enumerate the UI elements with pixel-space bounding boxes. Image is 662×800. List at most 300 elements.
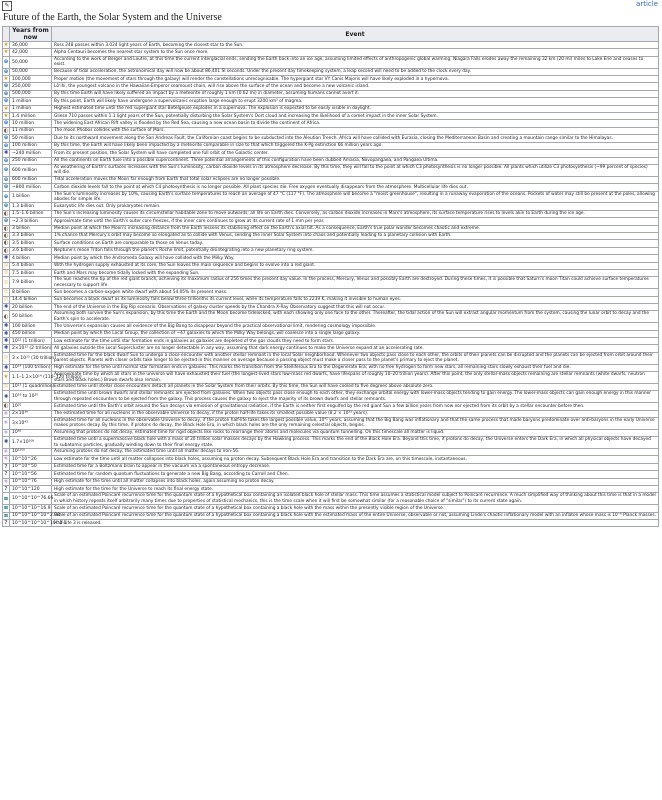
table-row	[3, 98, 659, 105]
years-cell: 5.4 billion	[10, 262, 52, 269]
event-cell: Estimated time until the Earth's orbit around the Sun decays via emission of gravitational radiation, if the Earth is neither first engulfed by the red giant Sun a few billion years from now nor ejected from its orbit by a stellar encounter before then.	[52, 403, 659, 410]
row-icon-cell	[3, 56, 10, 68]
years-cell: 100,000	[10, 76, 52, 83]
years-cell: 2×10¹² (2 trillion)	[10, 345, 52, 352]
row-icon-cell	[3, 403, 10, 410]
table-row	[3, 210, 659, 217]
earth-icon: ⊕	[3, 157, 9, 164]
event-column-header[interactable]: Event	[52, 27, 659, 42]
atom-icon: ⚛	[3, 448, 9, 455]
table-row	[3, 471, 659, 478]
event-cell: The end of the Universe in the Big Rip scenario. Observations of galaxy cluster speeds by the Chandra X-Ray Observatory suggest that this will not occur.	[52, 304, 659, 311]
table-row	[3, 505, 659, 512]
row-icon-cell	[3, 410, 10, 417]
event-cell: Assuming protons do not decay, the estimated time until all matter decays to iron-56.	[52, 448, 659, 455]
event-cell: Estimated time for the black dwarf Sun to undergo a close encounter with another stellar remnant in the local Solar neighborhood. Whenever two objects pass close to each other, the orbits of their planets can be disrupted and the planets can be ejected from orbit around their parent objects. Planets with closer orbits take longer to be ejected in this manner on average because a passing object must make a closer pass to the planet's primary to eject the planet.	[52, 352, 659, 364]
years-cell: 3 x 10¹³ (30 trillion)	[10, 352, 52, 364]
table-row	[3, 157, 659, 164]
years-cell: 250 million	[10, 157, 52, 164]
years-cell: 50,000	[10, 68, 52, 75]
earth-icon: ⊕	[3, 184, 9, 191]
years-cell: 3.5 billion	[10, 240, 52, 247]
event-cell: Ross 248 passes within 3.024 light years of Earth, becoming the closest star to the Sun.	[52, 42, 659, 49]
row-icon-cell	[3, 184, 10, 191]
years-cell: 2×10³⁶	[10, 410, 52, 417]
table-row	[3, 372, 659, 384]
event-cell: Median point by which the Andromeda Galaxy will have collided with the Milky Way.	[52, 255, 659, 262]
table-row	[3, 478, 659, 485]
years-cell: 1 million	[10, 98, 52, 105]
event-cell: Eukaryotic life dies out. Only prokaryotes remain.	[52, 203, 659, 210]
years-cell: 10^10^10^10^10^1.1	[10, 520, 52, 527]
table-row	[3, 289, 659, 296]
table-row	[3, 68, 659, 75]
row-icon-cell	[3, 372, 10, 384]
earth-icon: ⊕	[3, 120, 9, 127]
years-cell: 20 billion	[10, 304, 52, 311]
table-row	[3, 338, 659, 345]
table-row	[3, 90, 659, 97]
planet-icon: ◐	[3, 247, 9, 254]
table-row	[3, 512, 659, 519]
planet-icon: ◐	[3, 240, 9, 247]
galaxy-icon: ✺	[3, 439, 9, 446]
row-icon-cell	[3, 456, 10, 463]
event-cell: Half-Life 3 is released.	[52, 520, 659, 527]
years-cell: 3.3 billion	[10, 232, 52, 239]
table-row	[3, 486, 659, 493]
event-cell: The Sun reaches the tip of the red giant branch, achieving its maximum radius of 256 times the present day value. In the process, Mercury, Venus and possibly Earth are destroyed. During these times, it is possible that Saturn's moon Titan could achieve surface temperatures necessary to support life.	[52, 277, 659, 289]
table-row	[3, 176, 659, 183]
sun-icon: ☉	[3, 383, 9, 390]
earth-icon: ⊕	[3, 68, 9, 75]
row-icon-cell	[3, 520, 10, 527]
years-cell: 100 million	[10, 142, 52, 149]
years-cell: 7.9 billion	[10, 277, 52, 289]
years-cell: 14.4 billion	[10, 296, 52, 303]
icon-column-header	[3, 27, 10, 42]
q-icon: ?	[4, 520, 8, 527]
years-cell: 10²⁰	[10, 403, 52, 410]
row-icon-cell	[3, 142, 10, 149]
table-row	[3, 417, 659, 429]
event-cell: Scale of an estimated Poincaré recurrence time for the quantum state of a hypothetical box containing a black hole with the estimated mass of the entire Universe, observable or not, assuming Linde's chaotic inflationary model with an inflaton whose mass is 10⁻⁶ Planck masses.	[52, 512, 659, 519]
pi-icon: π	[3, 495, 9, 502]
event-cell: Median point at which the Moon's increasing distance from the Earth lessens its stabilising effect on the Earth's axial tilt. As a consequence, Earth's true polar wander becomes chaotic and extreme.	[52, 225, 659, 232]
event-cell: Median point by which the Local Group, the collection of ~47 galaxies to which the Milky Way belongs, will coalesce into a single large galaxy.	[52, 330, 659, 337]
table-row	[3, 304, 659, 311]
table-row	[3, 330, 659, 337]
event-cell: All galaxies outside the Local Supercluster are no longer detectable in any way, assuming that dark energy continues to make the Universe expand at an accelerating rate.	[52, 345, 659, 352]
row-icon-cell	[3, 429, 10, 436]
years-cell: 3 billion	[10, 225, 52, 232]
atom-icon: ⚛	[3, 429, 9, 436]
event-cell: Estimated time for a Boltzmann brain to appear in the vacuum via a spontaneous entropy decrease.	[52, 463, 659, 470]
event-cell: Lōʻihi, the youngest volcano in the Hawaiian-Emperor seamount chain, will rise above the surface of the ocean and become a new volcanic island.	[52, 83, 659, 90]
row-icon-cell	[3, 471, 10, 478]
event-cell: The Sun's luminosity increases by 10%, causing Earth's surface temperatures to reach an average of 47 °C (117 °F). The atmosphere will become a "moist greenhouse", resulting in a runaway evaporation of the oceans. Pockets of water may still be present at the poles, allowing abodes for simple life.	[52, 191, 659, 203]
table-row	[3, 76, 659, 83]
table-row	[3, 391, 659, 403]
years-cell: 10^10^50	[10, 463, 52, 470]
years-cell: ~2.3 billion	[10, 218, 52, 225]
q-icon: ?	[4, 486, 8, 492]
table-row	[3, 203, 659, 210]
row-icon-cell	[3, 448, 10, 455]
planet-icon: ◐	[3, 225, 9, 232]
earth-icon: ⊕	[3, 218, 9, 225]
years-cell: 10 million	[10, 120, 52, 127]
years-cell: 1.1–1.2×10¹⁴ (110–120 trillion)	[10, 372, 52, 384]
table-row	[3, 120, 659, 127]
table-row	[3, 403, 659, 410]
row-icon-cell	[3, 463, 10, 470]
event-cell: Estimated time until a supermassive black hole with a mass of 20 trillion solar masses decays by the Hawking process. This marks the end of the Black Hole Era. Beyond this time, if protons do decay, the Universe enters the Dark Era, in which all physical objects have decayed to subatomic particles, gradually winding down to their final energy state.	[52, 437, 659, 449]
row-icon-cell	[3, 240, 10, 247]
table-row	[3, 164, 659, 176]
table-row	[3, 345, 659, 352]
years-cell: 4 billion	[10, 255, 52, 262]
years-cell: 250,000	[10, 83, 52, 90]
years-cell: 50,000	[10, 56, 52, 68]
row-icon-cell	[3, 127, 10, 134]
event-cell: Low estimate for the time until star formation ends in galaxies as galaxies are depleted of the gas clouds they need to form stars.	[52, 338, 659, 345]
years-cell: 10^10^10^10^2.08	[10, 512, 52, 519]
sun-icon: ☉	[3, 296, 9, 303]
row-icon-cell	[3, 486, 10, 493]
planet-icon: ◐	[3, 313, 9, 320]
event-cell: Due to its northward movement along the San Andreas Fault, the Californian coast begins to be subducted into the Aleutian Trench. Africa will have collided with Eurasia, closing the Mediterranean Basin and creating a mountain range similar to the Himalayas.	[52, 135, 659, 142]
row-icon-cell	[3, 262, 10, 269]
event-cell: Low estimate for the time until all matter collapses into black holes, assuming no proton decay. Subsequent Black Hole Era and transition to the Dark Era are, on this timescale, instantaneous.	[52, 456, 659, 463]
row-icon-cell	[3, 247, 10, 254]
event-cell: Approximate time by which all stars in the universe will have exhausted their fuel (the longest-lived stars low-mass red dwarfs, have lifespans of roughly 10–20 trillion years). After this point, the only stellar-mass objects remaining are stellar remnants (white dwarfs, neutron stars and black holes.) Brown dwarfs also remain.	[52, 372, 659, 384]
row-icon-cell	[3, 296, 10, 303]
table-row	[3, 83, 659, 90]
event-cell: Neptune's moon Triton falls through the planet's Roche limit, potentially disintegrating into a new planetary ring system.	[52, 247, 659, 254]
table-row	[3, 520, 659, 527]
galaxy-icon: ✺	[3, 345, 9, 352]
article-link[interactable]: article	[636, 0, 658, 8]
years-cell: ~240 million	[10, 150, 52, 157]
years-cell: 1 million	[10, 105, 52, 112]
row-icon-cell	[3, 191, 10, 203]
row-icon-cell	[3, 352, 10, 364]
event-cell: Scale of an estimated Poincaré recurrence time for the quantum state of a hypothetical box containing an isolated black hole of stellar mass. This time assumes a statistical model subject to Poincaré recurrence. A much simplified way of thinking about this time is that in a model in which history repeats itself arbitrarily many times due to properties of statistical mechanics, this is the time scale when it will first be somewhat similar (for a reasonable choice of "similar") to its current state again.	[52, 493, 659, 505]
years-cell: 7.5 billion	[10, 270, 52, 277]
row-icon-cell	[3, 98, 10, 105]
sun-icon: ☉	[3, 355, 9, 362]
table-row	[3, 135, 659, 142]
row-icon-cell	[3, 289, 10, 296]
event-cell: Earth and Mars may become tidally locked with the expanding Sun.	[52, 270, 659, 277]
years-cell: 1.3 billion	[10, 203, 52, 210]
table-row	[3, 225, 659, 232]
years-cell: 50 billion	[10, 311, 52, 323]
planet-icon: ◐	[3, 403, 9, 410]
page-title: Future of the Earth, the Solar System and the Universe	[3, 12, 222, 23]
row-icon-cell	[3, 157, 10, 164]
earth-icon: ⊕	[3, 59, 9, 66]
atom-icon: ⚛	[3, 410, 9, 417]
years-cell: 1.4 million	[10, 113, 52, 120]
galaxy-icon: ✺	[3, 393, 9, 400]
event-cell: Estimated time until brown dwarfs and stellar remnants are ejected from galaxies. When two objects pass close enough to each other, they exchange orbital energy with lower-mass objects tending to gain energy. The lower-mass objects can gain enough energy in this manner through repeated encounters to be ejected from the galaxy. This process causes the galaxy to eject the majority of its brown dwarfs and stellar remnants.	[52, 391, 659, 403]
earth-icon: ⊕	[3, 135, 9, 142]
event-cell: Estimated time until stellar close encounters detach all planets in the Solar System from their orbits. By this time, the Sun will have cooled to five degrees above absolute zero.	[52, 383, 659, 390]
event-cell: Gliese 710 passes within 1.1 light years of the Sun, potentially disturbing the Solar System's Oort cloud and increasing the likelihood of a comet impact in the inner Solar System.	[52, 113, 659, 120]
table-row	[3, 323, 659, 330]
table-row	[3, 448, 659, 455]
table-row	[3, 113, 659, 120]
star-icon: ★	[3, 49, 9, 56]
table-row	[3, 410, 659, 417]
row-icon-cell	[3, 417, 10, 429]
galaxy-icon: ✺	[3, 150, 9, 157]
star-icon: ★	[3, 42, 9, 48]
pi-icon: π	[3, 505, 9, 512]
years-cell: 10¹⁴ (100 trillion)	[10, 364, 52, 371]
table-header-row	[3, 27, 659, 42]
row-icon-cell	[3, 512, 10, 519]
row-icon-cell	[3, 90, 10, 97]
years-cell: 10^10^76	[10, 478, 52, 485]
years-cell: 600 million	[10, 176, 52, 183]
sun-icon: ☉	[3, 289, 9, 296]
sun-icon: ☉	[3, 279, 9, 286]
event-cell: Highest estimated time until the red supergiant star Betelgeuse explodes in a supernova. The explosion is expected to be easily visible in daylight.	[52, 105, 659, 112]
row-icon-cell	[3, 330, 10, 337]
table-row	[3, 456, 659, 463]
row-icon-cell	[3, 311, 10, 323]
row-icon-cell	[3, 176, 10, 183]
row-icon-cell	[3, 135, 10, 142]
edit-icon[interactable]: ✎	[2, 1, 12, 11]
event-cell: From its present position, the Solar System will have completed one full orbit of the Galactic center.	[52, 150, 659, 157]
row-icon-cell	[3, 270, 10, 277]
row-icon-cell	[3, 68, 10, 75]
years-cell: 10^10^120	[10, 486, 52, 493]
row-icon-cell	[3, 113, 10, 120]
years-cell: 10¹⁵⁰⁰	[10, 448, 52, 455]
earth-icon: ⊕	[3, 167, 9, 174]
years-cell: 1.7×10¹⁰⁶	[10, 437, 52, 449]
row-icon-cell	[3, 493, 10, 505]
galaxy-icon: ✺	[3, 338, 9, 345]
event-cell: Surface conditions on Earth are comparable to those on Venus today.	[52, 240, 659, 247]
table-row	[3, 311, 659, 323]
earth-icon: ⊕	[3, 203, 9, 210]
galaxy-icon: ✺	[3, 255, 9, 262]
row-icon-cell	[3, 105, 10, 112]
table-row	[3, 105, 659, 112]
table-row	[3, 437, 659, 449]
table-row	[3, 142, 659, 149]
earth-icon: ⊕	[3, 90, 9, 97]
years-cell: 10¹⁹ to 10²⁰	[10, 391, 52, 403]
table-row	[3, 493, 659, 505]
years-cell: 10^10^26	[10, 456, 52, 463]
event-cell: The moon Phobos collides with the surface of Mars.	[52, 127, 659, 134]
sun-icon: ☉	[3, 270, 9, 276]
years-cell: 1.5–1.6 billion	[10, 210, 52, 217]
years-cell: 42,000	[10, 49, 52, 56]
table-row	[3, 240, 659, 247]
table-row	[3, 184, 659, 191]
event-cell: Proper motion (the movement of stars through the galaxy) will render the constellations unrecognisable. The hypergiant star VY Canis Majoris will have likely exploded in a hypernova.	[52, 76, 659, 83]
years-cell: 10¹² (1 trillion)	[10, 338, 52, 345]
years-cell: 36,000	[10, 42, 52, 49]
q-icon: ?	[4, 471, 8, 478]
years-cell: 10^10^10^76.66	[10, 493, 52, 505]
years-cell: 11 million	[10, 127, 52, 134]
event-cell: As weathering of Earth's surfaces increases with the Sun's luminosity, carbon dioxide levels in its atmosphere decrease. By this time, they will fall to the point at which C3 photosynthesis is no longer possible. All plants which utilize C3 photosynthesis (~99 percent of species) will die.	[52, 164, 659, 176]
event-cell: The widening East African Rift valley is flooded by the Red Sea, causing a new ocean basin to divide the continent of Africa.	[52, 120, 659, 127]
row-icon-cell	[3, 42, 10, 49]
event-cell: According to the work of Berger and Loutre, at this time the current interglacial ends, sending the Earth back into an ice age, assuming limited effects of anthropogenic global warming. Niagara Falls erodes away the remaining 32 km (20 mi) miles to Lake Erie and ceases to exist.	[52, 56, 659, 68]
row-icon-cell	[3, 383, 10, 390]
row-icon-cell	[3, 164, 10, 176]
earth-icon: ⊕	[3, 98, 9, 105]
table-row	[3, 56, 659, 68]
years-cell: 100 billion	[10, 323, 52, 330]
years-cell: 3.6 billion	[10, 247, 52, 254]
row-icon-cell	[3, 225, 10, 232]
table-row	[3, 429, 659, 436]
row-icon-cell	[3, 150, 10, 157]
row-icon-cell	[3, 76, 10, 83]
row-icon-cell	[3, 277, 10, 289]
row-icon-cell	[3, 83, 10, 90]
event-cell: Sun becomes a carbon-oxygen white dwarf with about 54.05% its present mass.	[52, 289, 659, 296]
row-icon-cell	[3, 120, 10, 127]
event-cell: The Sun's increasing luminosity causes its circumstellar habitable zone to move outwards; all life on Earth dies. Conversely, as carbon dioxide increases in Mars's atmosphere, its surface temperature rises to levels akin to Earth during the ice age.	[52, 210, 659, 217]
pi-icon: π	[3, 512, 9, 519]
event-cell: With the hydrogen supply exhausted at its core, the Sun leaves the main sequence and begins to evolve into a red giant.	[52, 262, 659, 269]
star-icon: ★	[3, 76, 9, 83]
table-row	[3, 49, 659, 56]
table-row	[3, 127, 659, 134]
table-row	[3, 262, 659, 269]
years-cell: 50 million	[10, 135, 52, 142]
row-icon-cell	[3, 338, 10, 345]
row-icon-cell	[3, 203, 10, 210]
event-cell: High estimate for the time for the Universe to reach its final energy state.	[52, 486, 659, 493]
table-row	[3, 150, 659, 157]
row-icon-cell	[3, 478, 10, 485]
row-icon-cell	[3, 391, 10, 403]
years-cell: 1 billion	[10, 191, 52, 203]
table-row	[3, 191, 659, 203]
q-icon: ?	[4, 463, 8, 470]
event-cell: Sun becomes a black dwarf as its luminosity falls below three trillionths its current level, while its temperature falls to 2239 K, making it invisible to human eyes.	[52, 296, 659, 303]
earth-icon: ⊕	[3, 193, 9, 200]
years-cell: 10⁶⁵	[10, 429, 52, 436]
sun-icon: ☉	[3, 262, 9, 269]
event-cell: Carbon dioxide levels fall to the point at which C4 photosynthesis is no longer possible. All plant species die. Free oxygen eventually disappears from the atmosphere. Multicellular life dies out.	[52, 184, 659, 191]
table-row	[3, 277, 659, 289]
table-row	[3, 383, 659, 390]
row-icon-cell	[3, 437, 10, 449]
event-cell: Alpha Centauri becomes the nearest star system to the Sun once more.	[52, 49, 659, 56]
star-icon: ★	[3, 374, 9, 381]
event-cell: Assuming both survive the Sun's expansion, by this time the Earth and the Moon become tidelocked, with each showing only one face to the other. Thereafter, the tidal action of the Sun will extract angular momentum from the system, causing the lunar orbit to decay and the Earth's spin to accelerate.	[52, 311, 659, 323]
event-cell: The Universe's expansion causes all evidence of the Big Bang to disappear beyond the practical observational limit, rendering cosmology impossible.	[52, 323, 659, 330]
row-icon-cell	[3, 323, 10, 330]
star-icon: ★	[3, 105, 9, 112]
table-row	[3, 218, 659, 225]
planet-icon: ◐	[3, 127, 9, 134]
row-icon-cell	[3, 218, 10, 225]
years-cell: 10¹⁵ (1 quadrillion)	[10, 383, 52, 390]
event-cell: By this time Earth will have likely suffered an impact by a meteorite of roughly 1 km (0.62 mi) in diameter, assuming humans cannot avert it.	[52, 90, 659, 97]
years-cell: 3×10⁴³	[10, 417, 52, 429]
galaxy-icon: ✺	[3, 330, 9, 337]
atom-icon: ⚛	[3, 456, 9, 463]
event-cell: By this point, Earth will likely have undergone a supervolcanic eruption large enough to erupt 3200 km³ of magma.	[52, 98, 659, 105]
row-icon-cell	[3, 505, 10, 512]
table-row	[3, 463, 659, 470]
row-icon-cell	[3, 255, 10, 262]
galaxy-icon: ✺	[3, 323, 9, 330]
event-cell: Tidal acceleration moves the Moon far enough from Earth that total solar eclipses are no longer possible.	[52, 176, 659, 183]
table-row	[3, 352, 659, 364]
event-cell: All the continents on Earth fuse into a possible supercontinent. Three potential arrangements of this configuration have been dubbed Amasia, Novopangaea, and Pangaea Ultima.	[52, 157, 659, 164]
event-cell: By this time, the Earth will have likely been impacted by a meteorite comparable in size to that which triggered the K-Pg extinction 66 million years ago.	[52, 142, 659, 149]
event-cell: Scale of an estimated Poincaré recurrence time for the quantum state of a hypothetical box containing a black hole with the mass within the presently visible region of the Universe.	[52, 505, 659, 512]
table-row	[3, 232, 659, 239]
planet-icon: ◐	[3, 210, 9, 217]
earth-icon: ⊕	[3, 142, 9, 149]
row-icon-cell	[3, 49, 10, 56]
event-cell: 1% chance that Mercury's orbit may become so elongated as to collide with Venus, sending the inner Solar System into chaos and potentially leading to a planetary collision with Earth.	[52, 232, 659, 239]
table-row	[3, 255, 659, 262]
planet-icon: ◐	[3, 232, 9, 239]
timeline-table	[2, 26, 659, 527]
years-cell: 450 billion	[10, 330, 52, 337]
earth-icon: ⊕	[3, 83, 9, 90]
years-column-header[interactable]: Years from now	[10, 27, 52, 42]
table-row	[3, 364, 659, 371]
table-row	[3, 247, 659, 254]
row-icon-cell	[3, 232, 10, 239]
row-icon-cell	[3, 210, 10, 217]
years-cell: 10^10^10^16.9	[10, 505, 52, 512]
row-icon-cell	[3, 304, 10, 311]
table-row	[3, 42, 659, 49]
event-cell: Estimated time for all nucleons in the observable Universe to decay, if the proton half-life takes the largest possible value, 10⁴¹ years, assuming that the Big Bang was inflationary and that the same process that made baryons predominate over anti-baryons in the early Universe makes protons decay. By this time, if protons do decay, the Black Hole Era, in which black holes are the only remaining celestial objects, begins.	[52, 417, 659, 429]
top-bar	[0, 0, 662, 12]
table-row	[3, 270, 659, 277]
years-cell: ~800 million	[10, 184, 52, 191]
event-cell: Estimated time for random quantum fluctuations to generate a new Big Bang, according to Carroll and Chen.	[52, 471, 659, 478]
years-cell: 10^10^56	[10, 471, 52, 478]
earth-icon: ⊕	[3, 176, 9, 183]
row-icon-cell	[3, 345, 10, 352]
row-icon-cell	[3, 364, 10, 371]
galaxy-icon: ✺	[3, 364, 9, 371]
event-cell: Approximate time until the Earth's outer core freezes, if the inner core continues to grow at its current rate of 1 mm per year.	[52, 218, 659, 225]
event-cell: Because of tidal acceleration, the astronomical day will now be about 86,401 SI seconds. Under the present day timekeeping system, a leap second will need to be added to the clock every day.	[52, 68, 659, 75]
event-cell: The estimated time for all nucleons in the observable Universe to decay, if the proton half-life takes its smallest possible value (8.2 × 10³³ years).	[52, 410, 659, 417]
table-row	[3, 296, 659, 303]
event-cell: High estimate for the time until normal star formation ends in galaxies. This marks the transition from the Stelliferous Era to the Degenerate Era; with no free hydrogen to form new stars, all remaining stars slowly exhaust their fuel and die.	[52, 364, 659, 371]
years-cell: 600 million	[10, 164, 52, 176]
atom-icon: ⚛	[3, 420, 9, 427]
atom-icon: ⚛	[3, 478, 9, 485]
years-cell: 8 billion	[10, 289, 52, 296]
years-cell: 500,000	[10, 90, 52, 97]
